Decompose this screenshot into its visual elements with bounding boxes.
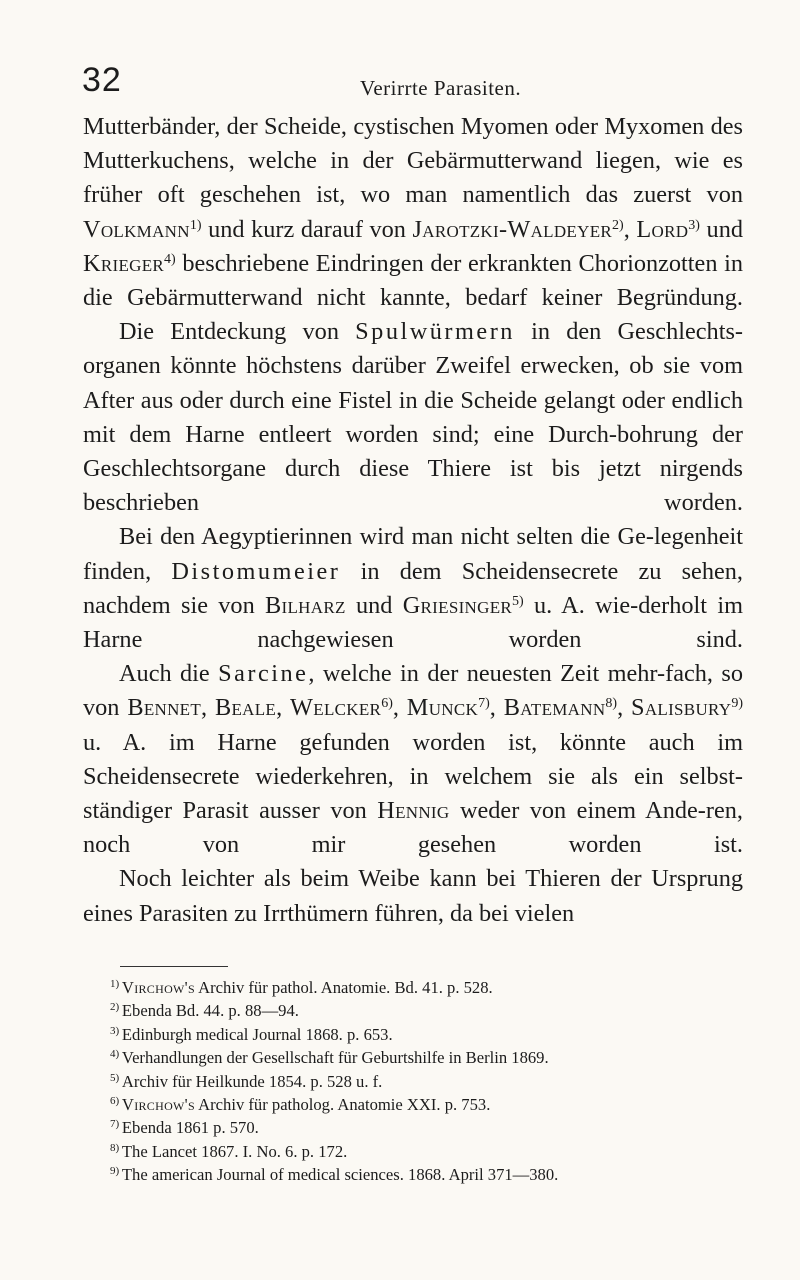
text-run: Auch die — [119, 660, 219, 688]
text-run: Die Entdeckung von — [119, 318, 356, 346]
emphasized-term: Spulwürmern — [355, 318, 515, 346]
text-run: , — [201, 694, 215, 722]
footnote-marker: 8) — [605, 696, 618, 712]
author-name: Virchow's — [121, 978, 195, 997]
footnote-divider — [120, 966, 228, 967]
paragraph — [83, 315, 743, 520]
footnote — [110, 1070, 750, 1093]
footnote — [110, 1163, 750, 1186]
text-run: Archiv für patholog. Anatomie XXI. p. 753. — [194, 1095, 491, 1115]
footnote — [110, 1140, 750, 1163]
footnote-marker: 1) — [189, 217, 202, 233]
text-run: , — [623, 215, 637, 243]
footnote-number: 1) — [110, 978, 122, 990]
footnote-number: 6) — [110, 1095, 122, 1108]
paragraph — [83, 520, 743, 657]
footnote-number: 5) — [110, 1071, 122, 1084]
text-run: und — [345, 591, 403, 619]
footnotes — [110, 976, 750, 1187]
author-name: Munck — [406, 694, 479, 722]
paragraph — [83, 862, 743, 930]
author-name: Batemann — [503, 694, 606, 722]
text-run: , — [392, 694, 407, 722]
text-run: Verhandlungen der Gesellschaft für Geburtshilfe in Berlin 1869. — [121, 1048, 549, 1068]
text-run: Ebenda 1861 p. 570. — [121, 1118, 259, 1138]
footnote-number: 8) — [110, 1141, 122, 1154]
footnote — [110, 1046, 750, 1069]
footnote-marker: 7) — [478, 696, 490, 712]
page-header — [82, 62, 742, 106]
author-name: Bilharz — [265, 591, 346, 619]
author-name: Lord — [636, 215, 689, 243]
text-run: Noch leichter als beim Weibe kann bei Thieren der Ursprung eines Parasiten zu Irrthümern führen, da bei vielen — [83, 865, 743, 927]
author-name: Welcker — [290, 694, 382, 722]
body-text — [83, 110, 743, 931]
author-name: Jarotzki-Waldeyer — [412, 215, 613, 243]
author-name: Virchow's — [121, 1095, 195, 1115]
text-run: in dem Scheidensecrete zu sehen, nachdem sie von — [83, 557, 743, 619]
emphasized-term: Sarcine — [218, 660, 309, 688]
footnote — [110, 999, 750, 1022]
footnote-marker: 4) — [164, 251, 176, 267]
text-run: u. A. wie-derholt im Harne nachgewiesen worden sind. — [83, 591, 743, 654]
footnote-marker: 5) — [512, 593, 524, 609]
footnote-marker: 9) — [731, 696, 743, 712]
text-run: und kurz darauf von — [201, 215, 413, 243]
paragraph — [83, 110, 743, 315]
text-run: Bei den Aegyptierinnen wird man nicht selten die Ge-legenheit finden, — [83, 523, 743, 585]
paragraph — [83, 657, 743, 862]
author-name: Beale — [214, 694, 277, 722]
footnote — [110, 1116, 750, 1139]
text-run: Archiv für pathol. Anatomie. Bd. 41. p. 528. — [194, 978, 493, 997]
text-run: Archiv für Heilkunde 1854. p. 528 u. f. — [121, 1071, 383, 1091]
text-run: Mutterbänder, der Scheide, cystischen Myomen oder Myxomen des Mutterkuchens, welche in der Gebärmutterwand liegen, wie es früher oft geschehen ist, wo man namentlich das zuerst von — [83, 113, 743, 209]
running-head: Verirrte Parasiten. — [360, 76, 522, 100]
text-run: in den Geschlechts-organen könnte höchstens darüber Zweifel erwecken, ob sie vom After aus oder durch eine Fistel in die Scheide gelangt oder endlich mit dem Harne entleert worden sind; eine Durch-bohrung der Geschlechtsorgane durch diese Thiere ist bis jetzt nirgends beschrieben worden. — [83, 318, 743, 517]
footnote-number: 9) — [110, 1165, 122, 1178]
author-name: Salisbury — [631, 694, 732, 722]
footnote-marker: 6) — [381, 696, 393, 712]
footnote — [110, 1023, 750, 1046]
footnote-number: 3) — [110, 1024, 122, 1037]
author-name: Krieger — [83, 249, 165, 277]
footnote-marker: 3) — [688, 217, 700, 233]
author-name: Hennig — [377, 797, 450, 825]
text-run: beschriebene Eindringen der erkrankten Chorionzotten in die Gebärmutterwand nicht kannte, bedarf keiner Begründung. — [83, 249, 743, 312]
emphasized-term: Distomumeier — [171, 557, 341, 585]
text-run: , — [617, 694, 632, 722]
text-run: The american Journal of medical sciences. 1868. April 371—380. — [121, 1165, 559, 1185]
footnote-marker: 2) — [612, 217, 624, 233]
text-run: The Lancet 1867. I. No. 6. p. 172. — [121, 1141, 348, 1161]
footnote-number: 4) — [110, 1048, 122, 1061]
footnote-number: 2) — [110, 1001, 122, 1014]
author-name: Griesinger — [402, 591, 513, 619]
text-run: , — [489, 694, 504, 722]
footnote — [110, 1093, 750, 1116]
text-run: , — [276, 694, 291, 722]
text-run: u. A. im Harne gefunden worden ist, könnte auch im Scheidensecrete wiederkehren, in welchem sie als ein selbst-ständiger Parasit ausser von — [83, 728, 743, 825]
author-name: Volkmann — [83, 215, 190, 243]
footnote-number: 7) — [110, 1118, 122, 1131]
text-run: Edinburgh medical Journal 1868. p. 653. — [121, 1024, 393, 1044]
author-name: Bennet — [127, 694, 202, 722]
text-run: und — [699, 215, 743, 243]
text-run: Ebenda Bd. 44. p. 88—94. — [121, 1001, 299, 1021]
page-number: 32 — [82, 61, 122, 99]
footnote — [110, 976, 750, 999]
text-run: , welche in der neuesten Zeit mehr-fach, so von — [83, 660, 743, 722]
text-run: weder von einem Ande-ren, noch von mir gesehen worden ist. — [83, 797, 743, 859]
